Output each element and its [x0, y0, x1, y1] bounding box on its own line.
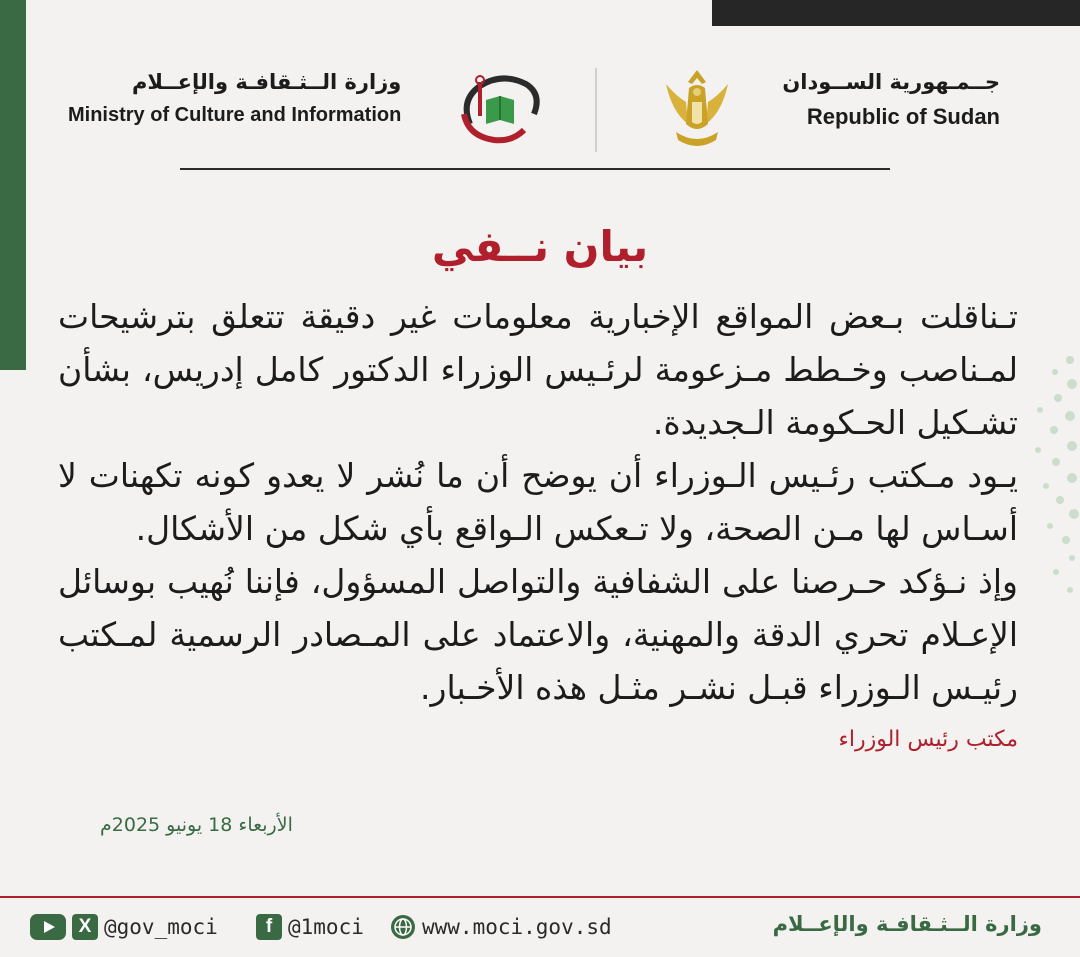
top-decor-bar	[712, 0, 1080, 26]
social-handle-link[interactable]	[30, 914, 218, 940]
footer	[0, 910, 1080, 950]
statement-date: الأربعاء 18 يونيو 2025م	[100, 814, 293, 836]
republic-header	[782, 70, 1000, 130]
facebook-handle-text[interactable]: @1moci	[288, 915, 364, 939]
website-text[interactable]: www.moci.gov.sd	[422, 915, 612, 939]
statement-paragraph: تـناقلت بـعض المواقع الإخبارية معلومات غير دقيقة تتعلق بترشيحات لمـناصب وخـطط مـزعومة لرئـيس الوزراء الدكتور كامل إدريس، بشأن تشـكيل الحـكومة الـجديدة.	[58, 297, 1018, 442]
statement-paragraph: وإذ نـؤكد حـرصنا على الشفافية والتواصل المسؤول، فإننا نُهيب بوسائل الإعـلام تحري الدقة والمهنية، والاعتماد على المـصادر الرسمية لمـكتب رئيـس الـوزراء قبـل نشـر مثـل هذه الأخـبار.	[58, 562, 1018, 707]
website-link[interactable]	[390, 914, 612, 940]
republic-name-arabic: جــمـهورية الســودان	[782, 70, 1000, 94]
footer-rule	[0, 896, 1080, 898]
statement-title: بيان نــفي	[431, 222, 649, 271]
header-rule	[180, 168, 890, 170]
left-decor-bar	[0, 0, 26, 370]
globe-icon[interactable]	[390, 914, 416, 940]
ministry-header	[68, 70, 401, 127]
statement-signature: مكتب رئيس الوزراء	[838, 727, 1018, 752]
x-icon[interactable]: X	[72, 914, 98, 940]
facebook-icon[interactable]: f	[256, 914, 282, 940]
ministry-name-arabic: وزارة الــثـقافـة والإعــلام	[131, 70, 402, 94]
social-handle-text[interactable]: @gov_moci	[104, 915, 218, 939]
statement-paragraph: يـود مـكتب رئـيس الـوزراء أن يوضح أن ما نُشر لا يعدو كونه تكهنات لا أسـاس لها مـن الصحة، ولا تـعكس الـواقع بأي شكل من الأشكال.	[58, 456, 1018, 548]
ministry-logo-icon	[450, 70, 546, 146]
republic-name-english: Republic of Sudan	[806, 104, 1000, 129]
ministry-name-english: Ministry of Culture and Information	[68, 104, 402, 126]
facebook-link[interactable]	[256, 914, 364, 940]
sudan-emblem-icon	[656, 62, 738, 154]
youtube-icon[interactable]	[30, 914, 66, 940]
decorative-dots	[1010, 350, 1080, 610]
statement-body	[58, 290, 1018, 714]
header-divider	[595, 68, 597, 152]
footer-ministry-name: وزارة الــثـقافـة والإعــلام	[772, 912, 1042, 936]
